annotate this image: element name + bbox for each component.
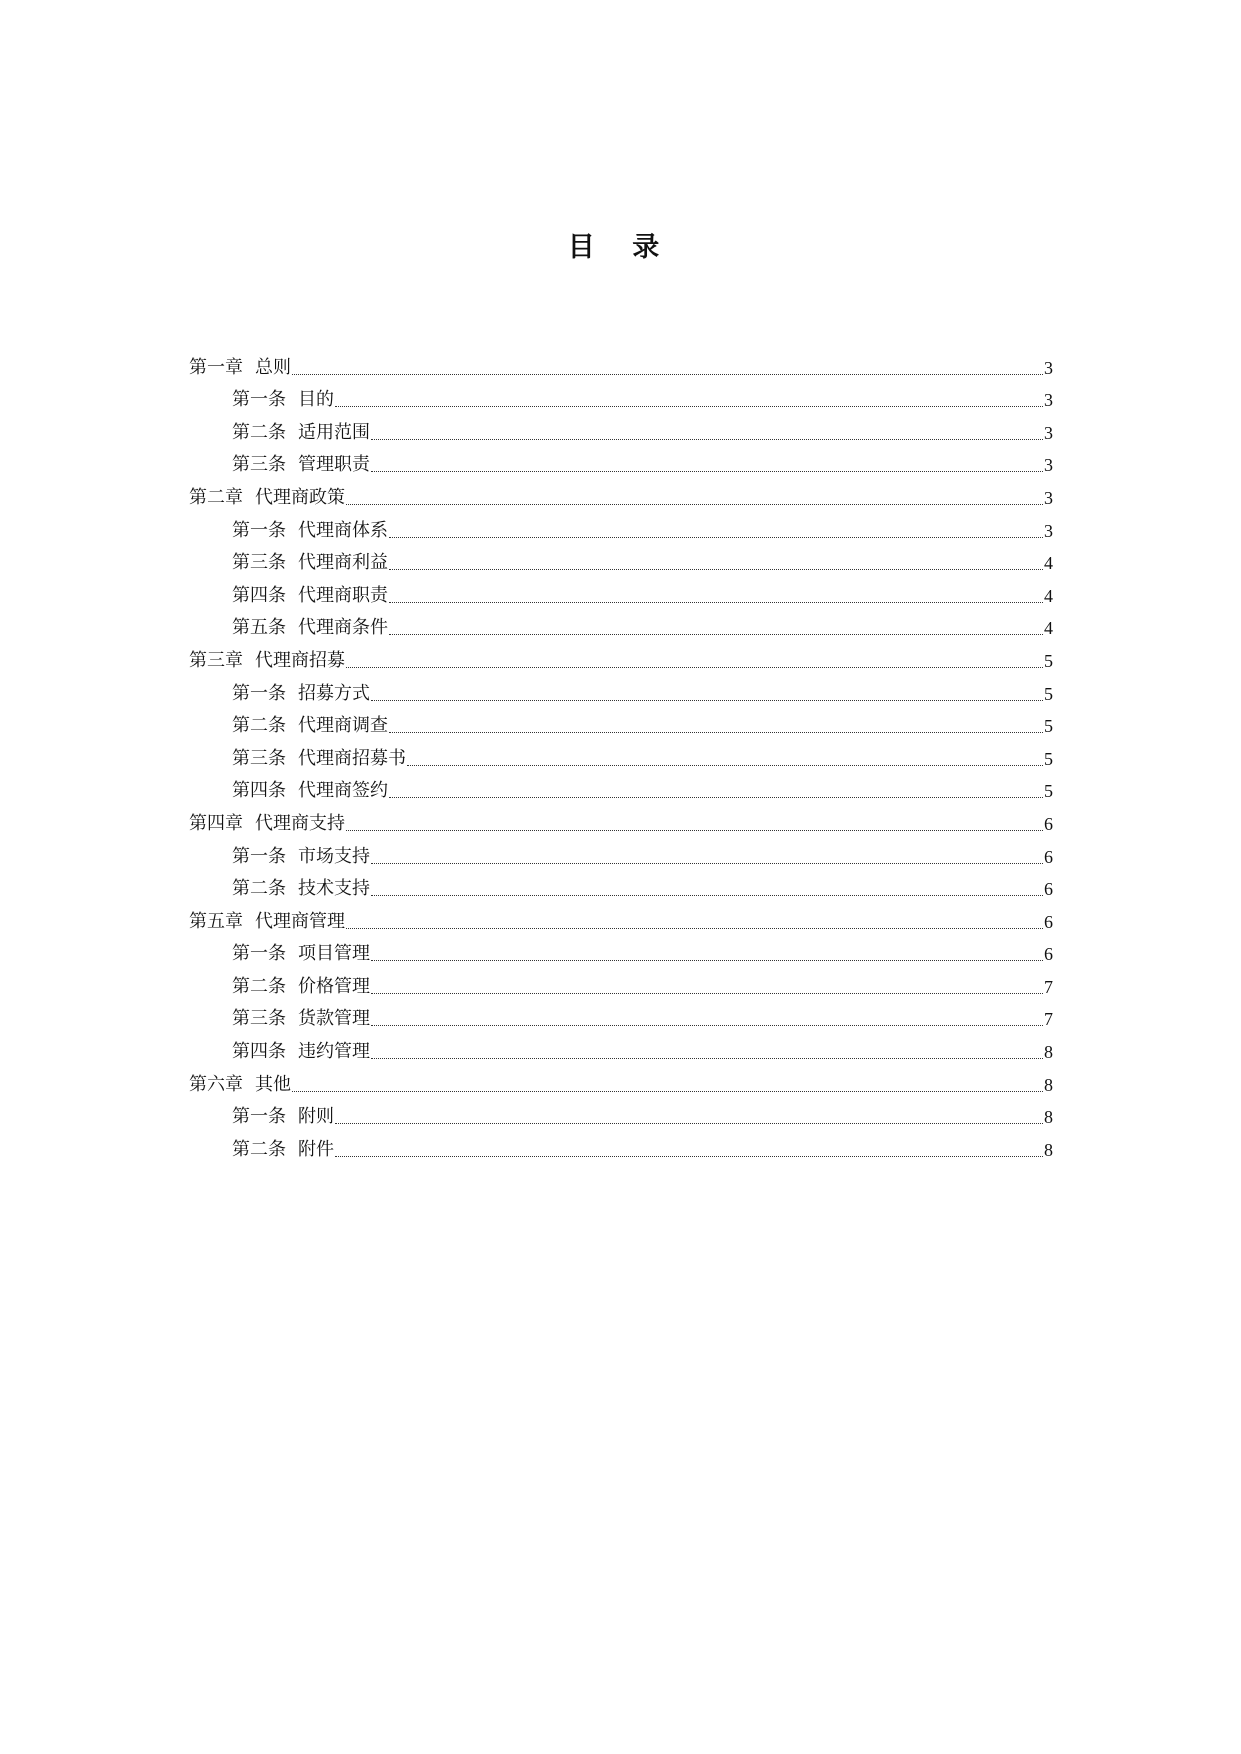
toc-entry-title: 项目管理 <box>298 943 370 965</box>
toc-dot-leader <box>389 537 1043 538</box>
toc-entry-label <box>232 1138 334 1162</box>
toc-chapter-entry[interactable] <box>189 803 1053 836</box>
toc-page-number: 6 <box>1044 846 1053 867</box>
toc-entry-number: 第四条 <box>232 584 286 606</box>
toc-page-number: 3 <box>1044 390 1053 411</box>
toc-entry-title: 代理商支持 <box>255 812 345 834</box>
toc-page-number: 7 <box>1044 976 1053 997</box>
toc-entry-title: 其他 <box>255 1073 291 1095</box>
toc-entry-title: 价格管理 <box>298 975 370 997</box>
toc-entry-number: 第一条 <box>232 845 286 867</box>
toc-dot-leader <box>389 732 1043 733</box>
toc-entry-title: 技术支持 <box>298 878 370 900</box>
toc-entry-title: 适用范围 <box>298 421 370 443</box>
toc-entry-number: 第一条 <box>232 1106 286 1128</box>
toc-dot-leader <box>346 928 1043 929</box>
toc-entry-title: 总则 <box>255 356 291 378</box>
toc-entry-label <box>232 714 388 738</box>
toc-article-entry[interactable] <box>189 380 1053 413</box>
toc-entry-number: 第二条 <box>232 421 286 443</box>
toc-dot-leader <box>389 569 1043 570</box>
toc-chapter-entry[interactable] <box>189 901 1053 934</box>
toc-entry-title: 管理职责 <box>298 454 370 476</box>
toc-dot-leader <box>371 700 1043 701</box>
toc-page-number: 3 <box>1044 357 1053 378</box>
toc-entry-number: 第一章 <box>189 356 243 378</box>
toc-dot-leader <box>371 439 1043 440</box>
toc-article-entry[interactable] <box>189 1031 1053 1064</box>
toc-dot-leader <box>335 1123 1043 1124</box>
toc-page-number: 8 <box>1044 1074 1053 1095</box>
toc-entry-number: 第二条 <box>232 1138 286 1160</box>
toc-entry-title: 代理商体系 <box>298 519 388 541</box>
toc-dot-leader <box>407 765 1043 766</box>
toc-page-number: 3 <box>1044 520 1053 541</box>
toc-entry-label <box>189 356 291 380</box>
toc-chapter-entry[interactable] <box>189 477 1053 510</box>
toc-entry-title: 附则 <box>298 1106 334 1128</box>
toc-article-entry[interactable] <box>189 575 1053 608</box>
toc-entry-number: 第三条 <box>232 747 286 769</box>
toc-page-number: 7 <box>1044 1009 1053 1030</box>
toc-entry-label <box>189 486 345 510</box>
page-title: 目 录 <box>567 232 674 263</box>
toc-chapter-entry[interactable] <box>189 1064 1053 1097</box>
toc-entry-title: 货款管理 <box>298 1008 370 1030</box>
toc-entry-label <box>232 388 334 412</box>
toc-page-number: 6 <box>1044 944 1053 965</box>
toc-page-number: 4 <box>1044 553 1053 574</box>
toc-dot-leader <box>389 634 1043 635</box>
toc-entry-label <box>232 1105 334 1129</box>
toc-page-number: 5 <box>1044 650 1053 671</box>
toc-page-number: 5 <box>1044 683 1053 704</box>
toc-entry-number: 第二条 <box>232 975 286 997</box>
toc-entry-number: 第三章 <box>189 649 243 671</box>
toc-article-entry[interactable] <box>189 934 1053 967</box>
toc-entry-number: 第二章 <box>189 486 243 508</box>
toc-entry-label <box>232 1040 370 1064</box>
toc-page-number: 8 <box>1044 1042 1053 1063</box>
toc-article-entry[interactable] <box>189 510 1053 543</box>
toc-entry-label <box>232 779 388 803</box>
toc-entry-title: 目的 <box>298 389 334 411</box>
toc-entry-title: 代理商招募书 <box>298 747 406 769</box>
toc-entry-label <box>232 551 388 575</box>
toc-entry-number: 第一条 <box>232 389 286 411</box>
toc-entry-label <box>189 1073 291 1097</box>
toc-entry-title: 代理商政策 <box>255 486 345 508</box>
toc-entry-number: 第四条 <box>232 1041 286 1063</box>
toc-entry-label <box>232 519 388 543</box>
toc-entry-label <box>189 910 345 934</box>
toc-page-number: 8 <box>1044 1139 1053 1160</box>
toc-dot-leader <box>371 895 1043 896</box>
toc-entry-title: 招募方式 <box>298 682 370 704</box>
toc-entry-label <box>232 1007 370 1031</box>
toc-page-number: 6 <box>1044 911 1053 932</box>
toc-article-entry[interactable] <box>189 1097 1053 1130</box>
toc-entry-number: 第六章 <box>189 1073 243 1095</box>
toc-page-number: 4 <box>1044 585 1053 606</box>
toc-entry-label <box>232 975 370 999</box>
toc-entry-number: 第二条 <box>232 878 286 900</box>
toc-dot-leader <box>346 830 1043 831</box>
toc-article-entry[interactable] <box>189 966 1053 999</box>
toc-entry-label <box>189 812 345 836</box>
toc-page-number: 5 <box>1044 716 1053 737</box>
toc-article-entry[interactable] <box>189 869 1053 902</box>
toc-entry-title: 代理商职责 <box>298 584 388 606</box>
toc-entry-number: 第一条 <box>232 682 286 704</box>
toc-entry-label <box>189 649 345 673</box>
toc-dot-leader <box>371 993 1043 994</box>
toc-article-entry[interactable] <box>189 706 1053 739</box>
toc-entry-number: 第一条 <box>232 943 286 965</box>
toc-page-number: 3 <box>1044 455 1053 476</box>
toc-entry-title: 代理商利益 <box>298 552 388 574</box>
toc-entry-label <box>232 845 370 869</box>
toc-dot-leader <box>389 797 1043 798</box>
toc-page-number: 6 <box>1044 879 1053 900</box>
toc-entry-title: 附件 <box>298 1138 334 1160</box>
toc-entry-label <box>232 453 370 477</box>
toc-entry-number: 第三条 <box>232 1008 286 1030</box>
toc-dot-leader <box>371 960 1043 961</box>
toc-dot-leader <box>292 374 1043 375</box>
toc-dot-leader <box>389 602 1043 603</box>
toc-article-entry[interactable] <box>189 608 1053 641</box>
toc-entry-number: 第五条 <box>232 617 286 639</box>
toc-article-entry[interactable] <box>189 738 1053 771</box>
toc-page-number: 5 <box>1044 781 1053 802</box>
toc-entry-title: 代理商条件 <box>298 617 388 639</box>
toc-dot-leader <box>335 406 1043 407</box>
toc-article-entry[interactable] <box>189 543 1053 576</box>
toc-entry-label <box>232 584 388 608</box>
toc-dot-leader <box>371 471 1043 472</box>
toc-page-number: 3 <box>1044 487 1053 508</box>
toc-chapter-entry[interactable] <box>189 640 1053 673</box>
toc-article-entry[interactable] <box>189 836 1053 869</box>
toc-dot-leader <box>371 1025 1043 1026</box>
toc-entry-label <box>232 877 370 901</box>
toc-page-number: 6 <box>1044 813 1053 834</box>
toc-entry-title: 代理商签约 <box>298 780 388 802</box>
toc-article-entry[interactable] <box>189 412 1053 445</box>
toc-dot-leader <box>371 1058 1043 1059</box>
toc-entry-number: 第五章 <box>189 910 243 932</box>
toc-page-number: 8 <box>1044 1107 1053 1128</box>
toc-entry-title: 代理商招募 <box>255 649 345 671</box>
toc-article-entry[interactable] <box>189 445 1053 478</box>
toc-dot-leader <box>371 863 1043 864</box>
toc-entry-number: 第四条 <box>232 780 286 802</box>
toc-entry-number: 第三条 <box>232 552 286 574</box>
toc-entry-number: 第一条 <box>232 519 286 541</box>
table-of-contents <box>189 347 1053 1162</box>
toc-page-number: 3 <box>1044 422 1053 443</box>
toc-entry-label <box>232 747 406 771</box>
toc-dot-leader <box>346 504 1043 505</box>
toc-dot-leader <box>335 1156 1043 1157</box>
toc-entry-title: 代理商管理 <box>255 910 345 932</box>
toc-entry-number: 第四章 <box>189 812 243 834</box>
toc-entry-label <box>232 682 370 706</box>
toc-entry-title: 市场支持 <box>298 845 370 867</box>
toc-entry-number: 第三条 <box>232 454 286 476</box>
toc-dot-leader <box>292 1091 1043 1092</box>
toc-entry-title: 违约管理 <box>298 1041 370 1063</box>
toc-page-number: 4 <box>1044 618 1053 639</box>
toc-article-entry[interactable] <box>189 999 1053 1032</box>
toc-entry-label <box>232 942 370 966</box>
toc-dot-leader <box>346 667 1043 668</box>
toc-page-number: 5 <box>1044 748 1053 769</box>
toc-entry-number: 第二条 <box>232 715 286 737</box>
toc-entry-label <box>232 616 388 640</box>
toc-article-entry[interactable] <box>189 1129 1053 1162</box>
toc-entry-title: 代理商调查 <box>298 715 388 737</box>
toc-article-entry[interactable] <box>189 673 1053 706</box>
toc-chapter-entry[interactable] <box>189 347 1053 380</box>
toc-entry-label <box>232 421 370 445</box>
toc-article-entry[interactable] <box>189 771 1053 804</box>
